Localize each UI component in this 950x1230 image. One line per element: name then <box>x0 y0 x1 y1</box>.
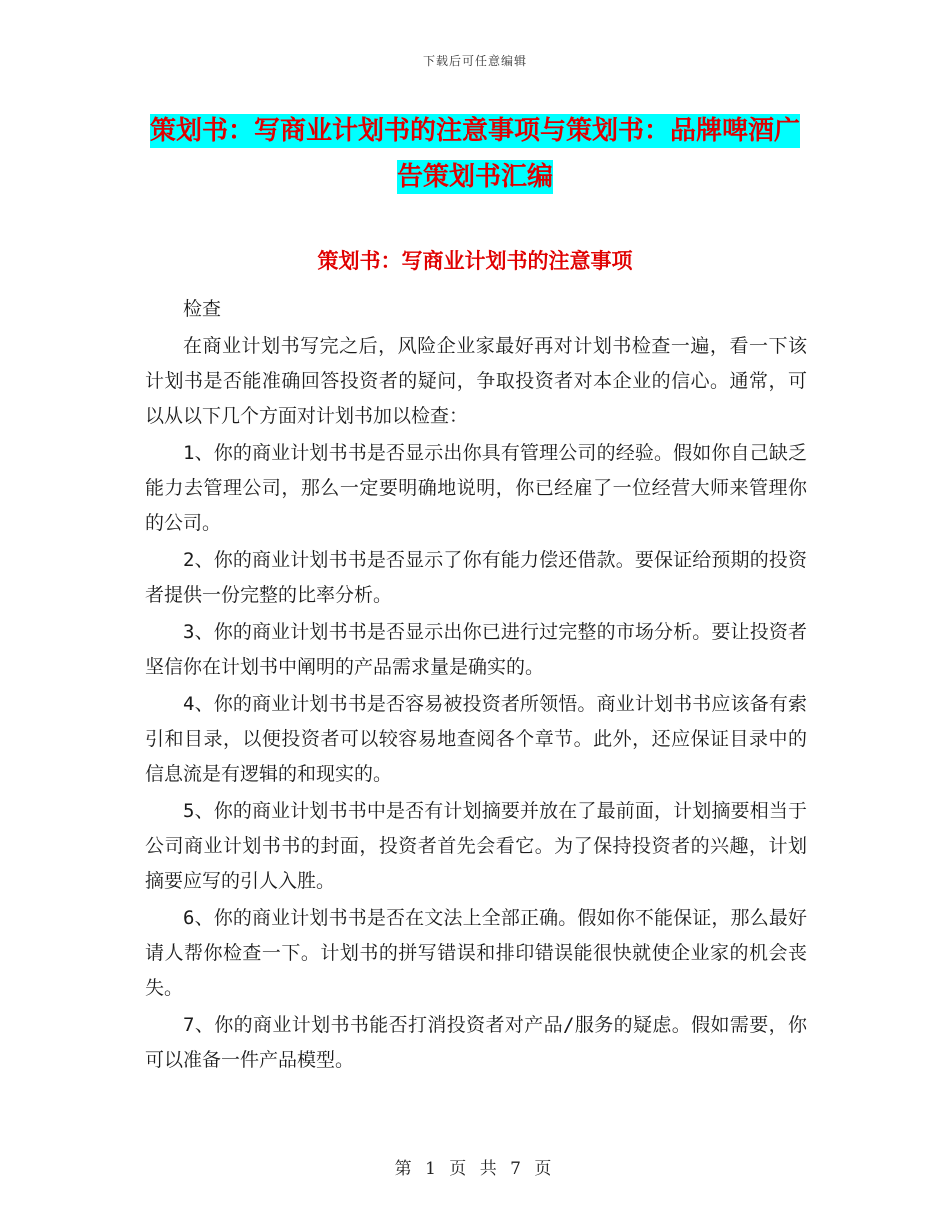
paragraph-item-1: 1、你的商业计划书书是否显示出你具有管理公司的经验。假如你自己缺乏能力去管理公司，那么一定要明确地说明，你已经雇了一位经营大师来管理你的公司。 <box>145 442 807 534</box>
document-title-text: 策划书：写商业计划书的注意事项与策划书：品牌啤酒广告策划书汇编 <box>149 116 800 192</box>
page-number-footer: 第 1 页 共 7 页 <box>394 1159 556 1179</box>
paragraph-item-5: 5、你的商业计划书书中是否有计划摘要并放在了最前面，计划摘要相当于公司商业计划书书的封面，投资者首先会看它。为了保持投资者的兴趣，计划摘要应写的引人入胜。 <box>145 800 807 892</box>
paragraph-item-4: 4、你的商业计划书书是否容易被投资者所领悟。商业计划书书应该备有索引和目录，以便投资者可以较容易地查阅各个章节。此外，还应保证目录中的信息流是有逻辑的和现实的。 <box>145 693 807 785</box>
section-title: 策划书：写商业计划书的注意事项 <box>317 248 633 273</box>
document-body <box>145 292 807 1080</box>
header-note: 下载后可任意编辑 <box>422 54 527 68</box>
paragraph-item-3: 3、你的商业计划书书是否显示出你已进行过完整的市场分析。要让投资者坚信你在计划书中阐明的产品需求量是确实的。 <box>145 621 807 678</box>
paragraph-intro: 在商业计划书写完之后，风险企业家最好再对计划书检查一遍，看一下该计划书是否能准确回答投资者的疑问，争取投资者对本企业的信心。通常，可以从以下几个方面对计划书加以检查： <box>145 335 807 427</box>
paragraph-item-7: 7、你的商业计划书书能否打消投资者对产品/服务的疑虑。假如需要，你可以准备一件产品模型。 <box>145 1014 807 1071</box>
document-title <box>145 108 805 200</box>
paragraph-item-6: 6、你的商业计划书书是否在文法上全部正确。假如你不能保证，那么最好请人帮你检查一下。计划书的拼写错误和排印错误能很快就使企业家的机会丧失。 <box>145 907 807 999</box>
paragraph-heading-check: 检查 <box>183 298 222 320</box>
paragraph-item-2: 2、你的商业计划书书是否显示了你有能力偿还借款。要保证给预期的投资者提供一份完整的比率分析。 <box>145 549 807 606</box>
